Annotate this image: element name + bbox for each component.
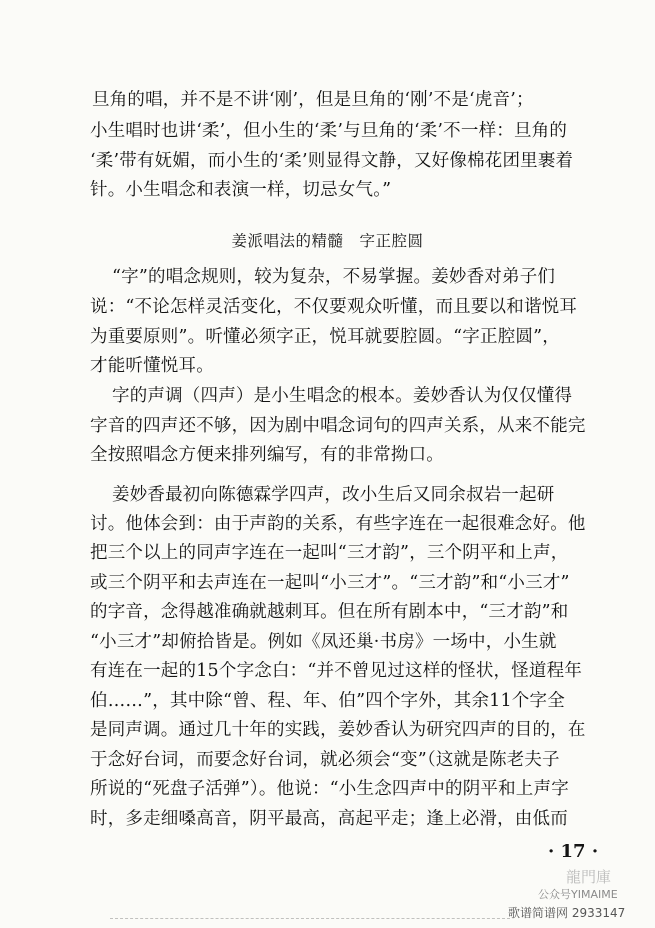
paragraph-line: 旦角的唱，并不是不讲‘刚’，但是旦角的‘刚’不是‘虎音’； bbox=[92, 90, 534, 110]
paragraph-line: 讨。他体会到：由于声韵的关系，有些字连在一起很难念好。他 bbox=[90, 514, 586, 534]
paragraph-line: ‘柔’带有妩媚，而小生的‘柔’则显得文静，又好像棉花团里裹着 bbox=[90, 151, 574, 171]
page-number: · 17 · bbox=[548, 841, 599, 862]
paragraph-line: 为重要原则”。听懂必须字正，悦耳就要腔圆。“字正腔圆”， bbox=[90, 327, 560, 347]
paragraph-line: 有连在一起的15个字念白：“并不曾见过这样的怪状，怪道程年 bbox=[90, 661, 583, 681]
paragraph-line: “字”的唱念规则，较为复杂，不易掌握。姜妙香对弟子们 bbox=[112, 267, 556, 287]
paragraph-line: 说：“不论怎样灵活变化，不仅要观众听懂，而且要以和谐悦耳 bbox=[90, 297, 578, 317]
paragraph-line: 字的声调（四声）是小生唱念的根本。姜妙香认为仅仅懂得 bbox=[112, 386, 573, 406]
paragraph-line: “小三才”却俯拾皆是。例如《凤还巢·书房》一场中，小生就 bbox=[90, 632, 557, 652]
scan-edge-artifact bbox=[110, 918, 510, 923]
paragraph-line: 字音的四声还不够，因为剧中唱念词句的四声关系，从来不能完 bbox=[90, 416, 586, 436]
paragraph-line: 针。小生唱念和表演一样，切忌女气。” bbox=[90, 180, 392, 200]
paragraph-line: 伯……”，其中除“曾、程、年、伯”四个字外，其余11个字全 bbox=[90, 691, 565, 711]
paragraph-line: 才能听懂悦耳。 bbox=[90, 356, 214, 376]
paragraph-line: 姜妙香最初向陈德霖学四声，改小生后又同余叔岩一起研 bbox=[112, 485, 555, 505]
section-heading: 姜派唱法的精髓 字正腔圆 bbox=[231, 232, 424, 250]
paragraph-line: 于念好台词，而要念好台词，就必须会“变”（这就是陈老夫子 bbox=[90, 750, 560, 770]
paragraph-line: 或三个阴平和去声连在一起叫“小三才”。“三才韵”和“小三才” bbox=[90, 573, 570, 593]
watermark-logo: 龍門庫 bbox=[566, 868, 612, 886]
paragraph-line: 的字音，念得越准确就越刺耳。但在所有剧本中，“三才韵”和 bbox=[90, 602, 569, 622]
paragraph-line: 小生唱时也讲‘柔’，但小生的‘柔’与旦角的‘柔’不一样：旦角的 bbox=[90, 121, 568, 141]
paragraph-line: 是同声调。通过几十年的实践，姜妙香认为研究四声的目的，在 bbox=[90, 720, 586, 740]
paragraph-line: 所说的“死盘子活弹”）。他说：“小生念四声中的阴平和上声字 bbox=[90, 779, 569, 799]
watermark-site: 歌谱简谱网 2933147 bbox=[508, 906, 626, 920]
paragraph-line: 时，多走细嗓高音，阴平最高，高起平走；逢上必滑，由低而 bbox=[90, 809, 568, 829]
paragraph-line: 把三个以上的同声字连在一起叫“三才韵”，三个阴平和上声， bbox=[90, 543, 569, 563]
paragraph-line: 全按照唱念方便来排列编写，有的非常拗口。 bbox=[90, 445, 444, 465]
watermark-wechat: 公众号YIMAIME bbox=[538, 888, 618, 901]
